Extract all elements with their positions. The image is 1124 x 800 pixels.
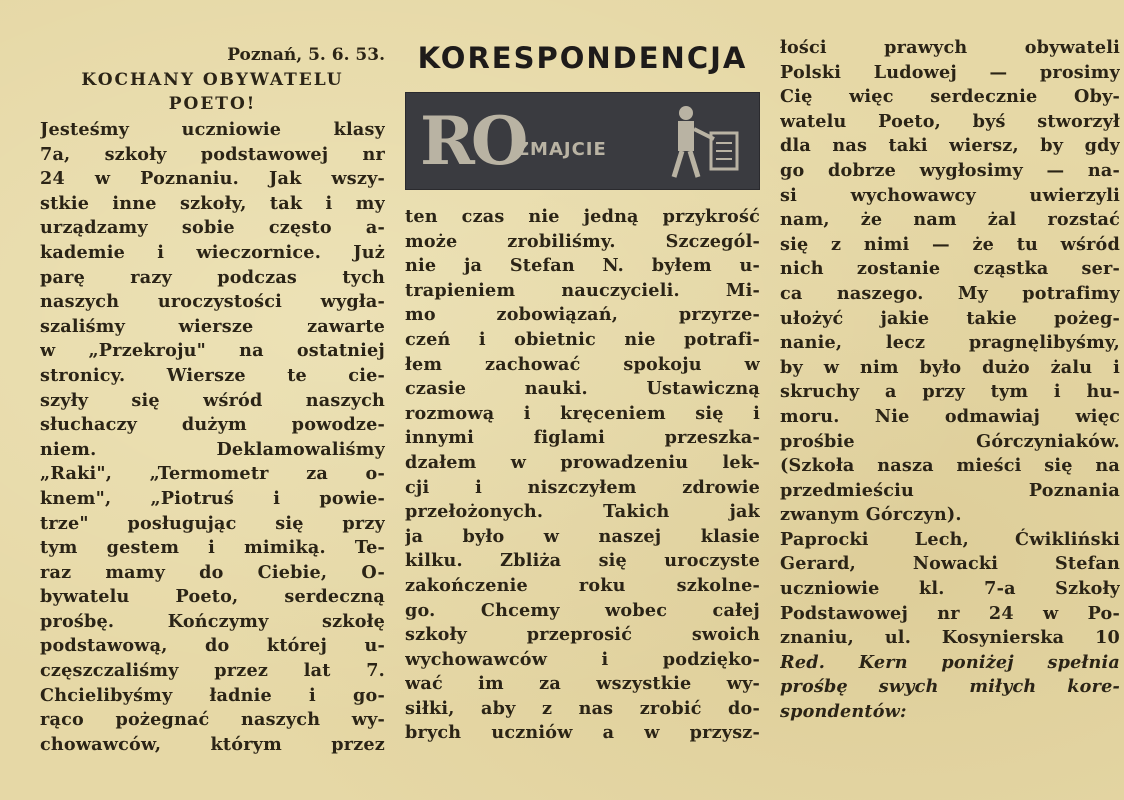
text-line: rozmową i kręceniem się i	[405, 402, 760, 424]
text-line: knem", „Piotruś i powie-	[40, 487, 385, 509]
letter-body-part-3	[780, 36, 1120, 528]
dateline: Poznań, 5. 6. 53.	[227, 45, 385, 65]
text-line: ten czas nie jedną przykrość	[405, 206, 760, 227]
text-line: tym gestem i mimiką. Te-	[40, 537, 385, 559]
text-line: czeń i obietnic nie potrafi-	[405, 328, 760, 350]
signature-line: Paprocki Lech, Ćwikliński	[780, 528, 1120, 550]
text-line: ułożyć jakie takie pożeg-	[780, 307, 1120, 329]
text-line: czasie nauki. Ustawiczną	[405, 378, 760, 400]
text-line: siłki, aby z nas zrobić do-	[405, 697, 760, 719]
text-line: „Raki", „Termometr za o-	[40, 463, 385, 485]
text-line: brych uczniów a w przysz-	[405, 722, 760, 744]
text-line: rąco pożegnać naszych wy-	[40, 709, 385, 731]
text-line: zwanym Górczyn).	[780, 504, 962, 526]
text-line: łem zachować spokoju w	[405, 353, 760, 375]
text-line: nam, że nam żal rozstać	[780, 209, 1120, 231]
text-line: zakończenie roku szkolne-	[405, 574, 760, 596]
letter-column-3	[780, 0, 1120, 800]
text-line: urządzamy sobie często a-	[40, 217, 385, 239]
signature-line: Gerard, Nowacki Stefan	[780, 553, 1120, 575]
text-line: skruchy a przy tym i hu-	[780, 381, 1120, 403]
text-line: si wychowawcy uwierzyli	[780, 184, 1120, 206]
text-line: bywatelu Poeto, serdeczną	[40, 586, 385, 608]
text-line: watelu Poeto, byś stworzył	[780, 110, 1120, 132]
letter-body-part-2	[405, 205, 760, 746]
text-line: kilku. Zbliża się uroczyste	[405, 550, 760, 572]
text-line: łości prawych obywateli	[780, 37, 1120, 58]
editor-note-line: spondentów:	[780, 701, 907, 723]
signature-line: Podstawowej nr 24 w Po-	[780, 602, 1120, 624]
text-line: ja było w naszej klasie	[405, 525, 760, 547]
text-line: wać im za wszystkie wy-	[405, 673, 760, 695]
text-line: mo zobowiązań, przyrze-	[405, 304, 760, 326]
text-line: stkie inne szkoły, tak i my	[40, 192, 385, 214]
text-line: dzałem w prowadzeniu lek-	[405, 451, 760, 473]
letter-signature	[780, 528, 1120, 651]
section-banner-illustration	[405, 92, 760, 190]
text-line: wychowawców i podzięko-	[405, 648, 760, 670]
text-line: Jesteśmy uczniowie klasy	[40, 119, 385, 140]
text-line: innymi figlami przeszka-	[405, 427, 760, 449]
text-line: się z nimi — że tu wśród	[780, 233, 1120, 255]
text-line: dla nas taki wiersz, by gdy	[780, 135, 1120, 157]
text-line: częszczaliśmy przez lat 7.	[40, 660, 385, 682]
text-line: 7a, szkoły podstawowej nr	[40, 143, 385, 165]
text-line: Cię więc serdecznie Oby-	[780, 86, 1120, 108]
text-line: (Szkoła nasza mieści się na	[780, 455, 1120, 477]
text-line: prośbę. Kończymy szkołę	[40, 610, 385, 632]
text-line: chowawców, którym przez	[40, 733, 385, 755]
text-line: ca naszego. My potrafimy	[780, 282, 1120, 304]
editor-note-line: Red. Kern poniżej spełnia	[780, 651, 1120, 673]
letter-salutation-line-2: POETO!	[168, 94, 257, 114]
text-line: raz mamy do Ciebie, O-	[40, 561, 385, 583]
text-line: naszych uroczystości wygła-	[40, 291, 385, 313]
editor-note-line: prośbę swych miłych kore-	[780, 676, 1120, 698]
text-line: może zrobiliśmy. Szczegól-	[405, 230, 760, 252]
section-title: KORESPONDENCJA	[417, 41, 748, 75]
signature-line: uczniowie kl. 7-a Szkoły	[780, 578, 1120, 600]
text-line: cji i niszczyłem zdrowie	[405, 476, 760, 498]
text-line: prośbie Górczyniaków.	[780, 430, 1120, 452]
text-line: go dobrze wygłosimy — na-	[780, 159, 1120, 181]
text-line: nie ja Stefan N. byłem u-	[405, 255, 760, 277]
banner-text-main: RO	[420, 102, 525, 180]
letter-salutation-line-1: KOCHANY OBYWATELU	[81, 70, 344, 90]
signature-line: znaniu, ul. Kosynierska 10	[780, 627, 1120, 649]
banner-text-sub: ZMAJCIE	[516, 139, 607, 160]
text-line: szaliśmy wiersze zawarte	[40, 315, 385, 337]
letter-column-1	[40, 0, 385, 800]
editor-note	[780, 651, 1120, 725]
text-line: kademie i wieczornice. Już	[40, 241, 385, 263]
text-line: przełożonych. Takich jak	[405, 501, 760, 523]
text-line: szyły się wśród naszych	[40, 389, 385, 411]
text-line: moru. Nie odmawiaj więc	[780, 405, 1120, 427]
text-line: podstawową, do której u-	[40, 635, 385, 657]
text-line: słuchaczy dużym powodze-	[40, 414, 385, 436]
text-line: nich zostanie cząstka ser-	[780, 258, 1120, 280]
letter-column-2	[405, 0, 760, 800]
text-line: szkoły przeprosić swoich	[405, 624, 760, 646]
text-line: trze" posługując się przy	[40, 512, 385, 534]
text-line: w „Przekroju" na ostatniej	[40, 340, 385, 362]
text-line: nanie, lecz pragnęlibyśmy,	[780, 332, 1120, 354]
text-line: trapieniem nauczycieli. Mi-	[405, 279, 760, 301]
postman-figure-icon	[656, 99, 751, 183]
text-line: by w nim było dużo żalu i	[780, 356, 1120, 378]
text-line: Chcielibyśmy ładnie i go-	[40, 684, 385, 706]
text-line: parę razy podczas tych	[40, 266, 385, 288]
text-line: przedmieściu Poznania	[780, 479, 1120, 501]
text-line: go. Chcemy wobec całej	[405, 599, 760, 621]
text-line: stronicy. Wiersze te cie-	[40, 364, 385, 386]
text-line: 24 w Poznaniu. Jak wszy-	[40, 168, 385, 190]
text-line: Polski Ludowej — prosimy	[780, 61, 1120, 83]
letter-body-part-1	[40, 118, 385, 757]
text-line: niem. Deklamowaliśmy	[40, 438, 385, 460]
